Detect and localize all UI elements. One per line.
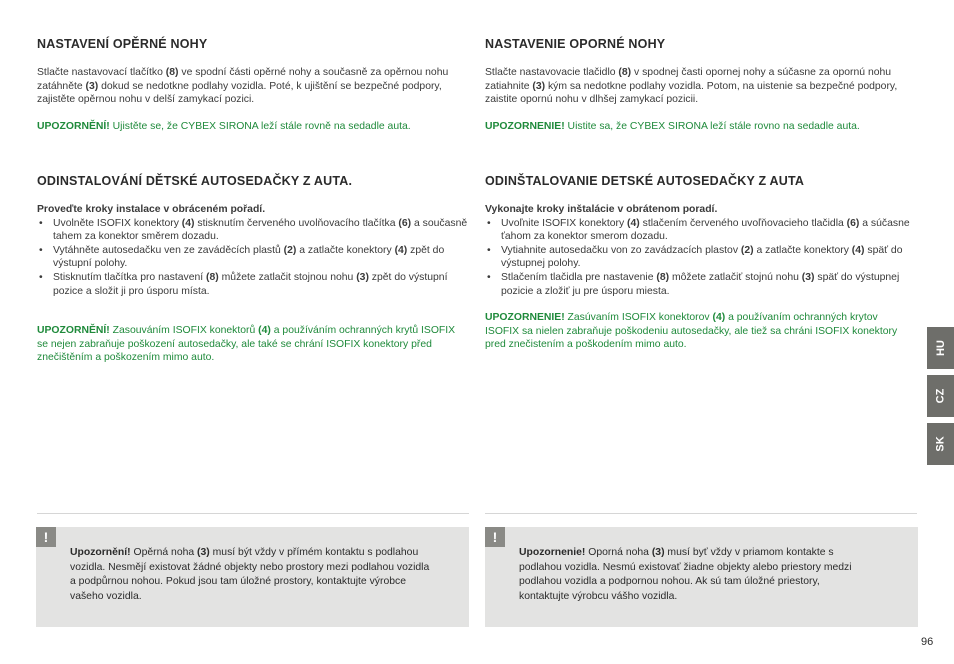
list-item: • Vytiahnite autosedačku von zo zavádzacích plastov (2) a zatlačte konektory (4) späť do výstupnej polohy. <box>485 244 911 271</box>
sk-heading-uninstall: ODINŠTALOVANIE DETSKÉ AUTOSEDAČKY Z AUTA <box>485 174 805 188</box>
sk-notice-box <box>485 527 918 627</box>
list-item: • Uvoľnite ISOFIX konektory (4) stlačením červeného uvoľňovacieho tlačidla (6) a súčasne ťahom za konektor smerom dozadu. <box>485 217 911 244</box>
cz-warning-2: UPOZORNĚNÍ! Zasouváním ISOFIX konektorů (4) a používáním ochranných krytů ISOFIX se nejen zabraňuje poškození autosedačky, ale také se chrání ISOFIX konektory před znečištěním a poškozením mimo auto. <box>37 325 456 364</box>
list-item: • Uvolněte ISOFIX konektory (4) stisknutím červeného uvolňovacího tlačítka (6) a současně tahem za konektor směrem dozadu. <box>37 217 469 244</box>
sk-column-uninstall <box>485 174 917 352</box>
list-item: • Stlačením tlačidla pre nastavenie (8) môžete zatlačiť stojnú nohu (3) späť do výstupnej pozicie a zložiť ju pre úsporu miesta. <box>485 271 911 298</box>
tab-hu[interactable]: HU <box>927 327 954 369</box>
cz-notice-text: Upozornění! Opěrná noha (3) musí být vždy v přímém kontaktu s podlahou vozidla. Nesmějí existovat žádné objekty nebo prostory mezi podlahou vozidla a podpůrnou nohou. Pokud jsou tam úložné prostory, kontaktujte výrobce vašeho vozidla. <box>70 547 430 603</box>
divider <box>485 513 917 514</box>
cz-uninstall-steps <box>37 217 469 299</box>
sk-warning-1: UPOZORNENIE! Uistite sa, že CYBEX SIRONA leží stále rovno na sedadle auta. <box>485 120 860 132</box>
page-number: 96 <box>921 636 934 648</box>
divider <box>37 513 469 514</box>
sk-uninstall-steps <box>485 217 911 299</box>
list-item: • Vytáhněte autosedačku ven ze zaváděcích plastů (2) a zatlačte konektory (4) zpět do výstupní polohy. <box>37 244 469 271</box>
cz-notice-box <box>36 527 469 627</box>
sk-uninstall-subheading: Vykonajte kroky inštalácie v obrátenom poradí. <box>485 204 718 215</box>
cz-warning-1: UPOZORNĚNÍ! Ujistěte se, že CYBEX SIRONA leží stále rovně na sedadle auta. <box>37 120 411 132</box>
list-item: • Stisknutím tlačítka pro nastavení (8) můžete zatlačit stojnou nohu (3) zpět do výstupní pozice a složit ji pro úsporu místa. <box>37 271 469 298</box>
exclamation-icon: ! <box>485 527 505 547</box>
cz-column <box>37 37 469 133</box>
cz-column-uninstall <box>37 174 469 365</box>
sk-support-leg-text: Stlačte nastavovacie tlačidlo (8) v spodnej časti opornej nohy a súčasne za opornú nohu zatiahnite (3) kým sa nedotkne podlahy vozidla. Potom, na uistenie sa bezpečné podpory, zaistite opornú nohu v dlhšej zamykací pozicii. <box>485 67 898 106</box>
sk-column <box>485 37 917 133</box>
sk-notice-text: Upozornenie! Oporná noha (3) musí byť vždy v priamom kontakte s podlahou vozidla. Nesmú existovať žiadne objekty alebo priestory medzi podlahou vozidla a podpornou nohou. Ak sú tam úložné priestory, kontaktujte výrobcu vášho vozidla. <box>519 547 852 603</box>
exclamation-icon: ! <box>36 527 56 547</box>
tab-cz[interactable]: CZ <box>927 375 954 417</box>
cz-heading-uninstall: ODINSTALOVÁNÍ DĚTSKÉ AUTOSEDAČKY Z AUTA. <box>37 174 353 188</box>
cz-uninstall-subheading: Proveďte kroky instalace v obráceném pořadí. <box>37 204 266 215</box>
sk-heading-support-leg: NASTAVENIE OPORNÉ NOHY <box>485 37 666 51</box>
sk-warning-2: UPOZORNENIE! Zasúvaním ISOFIX konektorov (4) a používaním ochranných krytov ISOFIX sa nielen zabraňuje poškodeniu autosedačky, ale tiež sa chráni ISOFIX konektory pred znečistením a poškodením mimo auto. <box>485 312 898 351</box>
cz-support-leg-text: Stlačte nastavovací tlačítko (8) ve spodní části opěrné nohy a současně za opěrnou nohu zatáhněte (3) dokud se nedotkne podlahy vozidla. Poté, k ujištění se bezpečné podpory, zajistěte opěrnou nohu v delší zamykací pozici. <box>37 67 449 106</box>
tab-sk[interactable]: SK <box>927 423 954 465</box>
cz-heading-support-leg: NASTAVENÍ OPĚRNÉ NOHY <box>37 37 208 51</box>
